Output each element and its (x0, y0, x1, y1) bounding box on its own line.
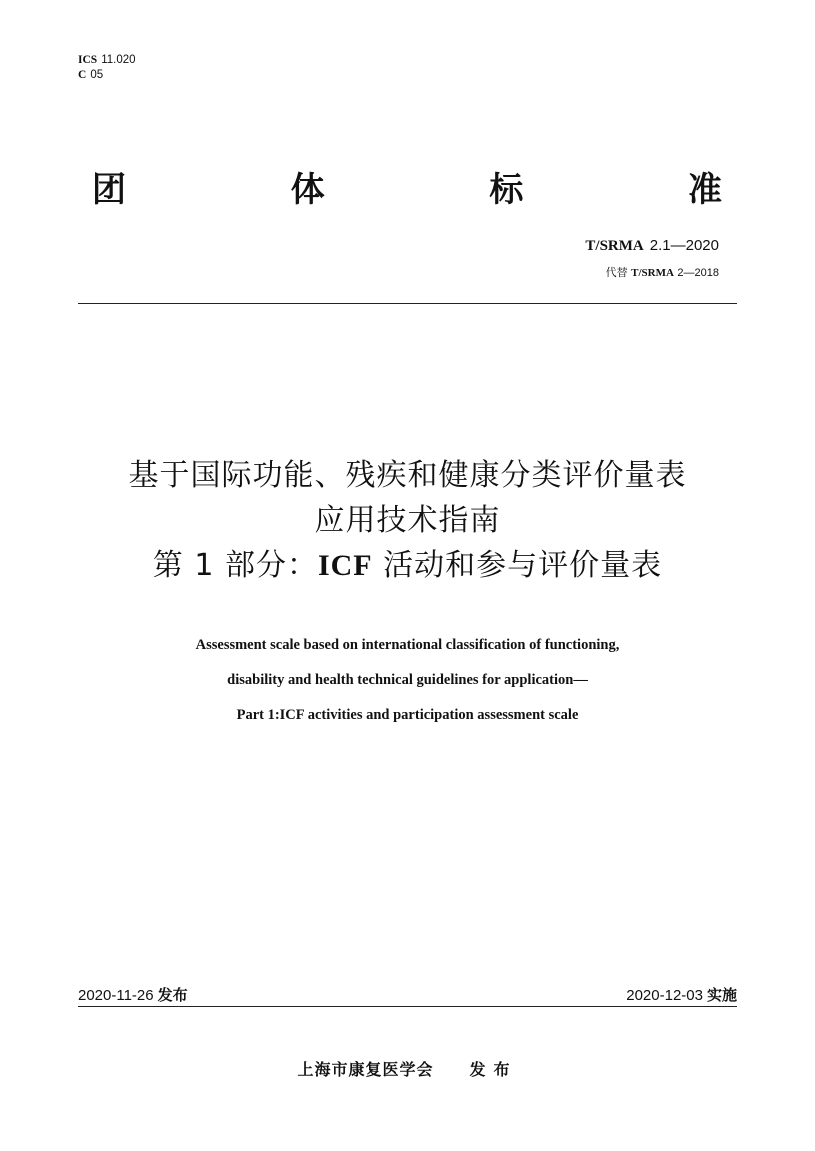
ccs-line (78, 67, 136, 82)
replaces-prefix: T/SRMA (631, 267, 674, 279)
replaces-label: 代替 (605, 266, 628, 279)
english-title-line: Assessment scale based on international classification of functioning, (195, 637, 620, 653)
standard-number (585, 236, 719, 255)
chinese-title-line: 应用技术指南 (314, 503, 501, 538)
standard-type-char: 团 (92, 170, 126, 210)
english-title-line: disability and health technical guidelines for application— (227, 672, 588, 688)
english-title-line: Part 1:ICF activities and participation assessment scale (236, 707, 579, 723)
part-title: 活动和参与评价量表 (372, 548, 663, 583)
replaces-standard (606, 264, 719, 280)
implement-label: 实施 (706, 986, 737, 1004)
publish-date-value: 2020-11-26 (78, 987, 154, 1004)
publisher-action: 发布 (469, 1060, 518, 1079)
chinese-title-line (40, 543, 775, 588)
footer-divider (78, 1006, 737, 1007)
english-title (40, 628, 775, 733)
header-divider (78, 303, 737, 304)
part-label: 第 1 部分： (152, 548, 318, 583)
ccs-label: C (78, 69, 87, 81)
replaces-number: 2—2018 (677, 267, 719, 279)
chinese-title (40, 453, 775, 588)
standard-type-char: 体 (290, 170, 325, 210)
publish-date (78, 984, 188, 1005)
publish-label: 发布 (157, 986, 188, 1004)
ics-label: ICS (78, 54, 98, 66)
standard-type-char: 准 (687, 170, 722, 210)
standard-number-prefix: T/SRMA (585, 238, 644, 254)
standard-number-value: 2.1—2020 (649, 237, 719, 254)
publisher-name: 上海市康复医学会 (297, 1060, 434, 1079)
ics-line (78, 52, 136, 67)
icf-label: ICF (317, 549, 373, 582)
chinese-title-line: 基于国际功能、残疾和健康分类评价量表 (128, 458, 687, 493)
ics-code: 11.020 (101, 54, 136, 66)
ics-classification (78, 52, 136, 82)
standard-type-heading (92, 168, 722, 212)
implement-date (626, 984, 737, 1005)
standard-type-char: 标 (489, 170, 524, 210)
publisher (0, 1057, 815, 1080)
ccs-code: 05 (90, 69, 104, 81)
implement-date-value: 2020-12-03 (626, 987, 703, 1004)
